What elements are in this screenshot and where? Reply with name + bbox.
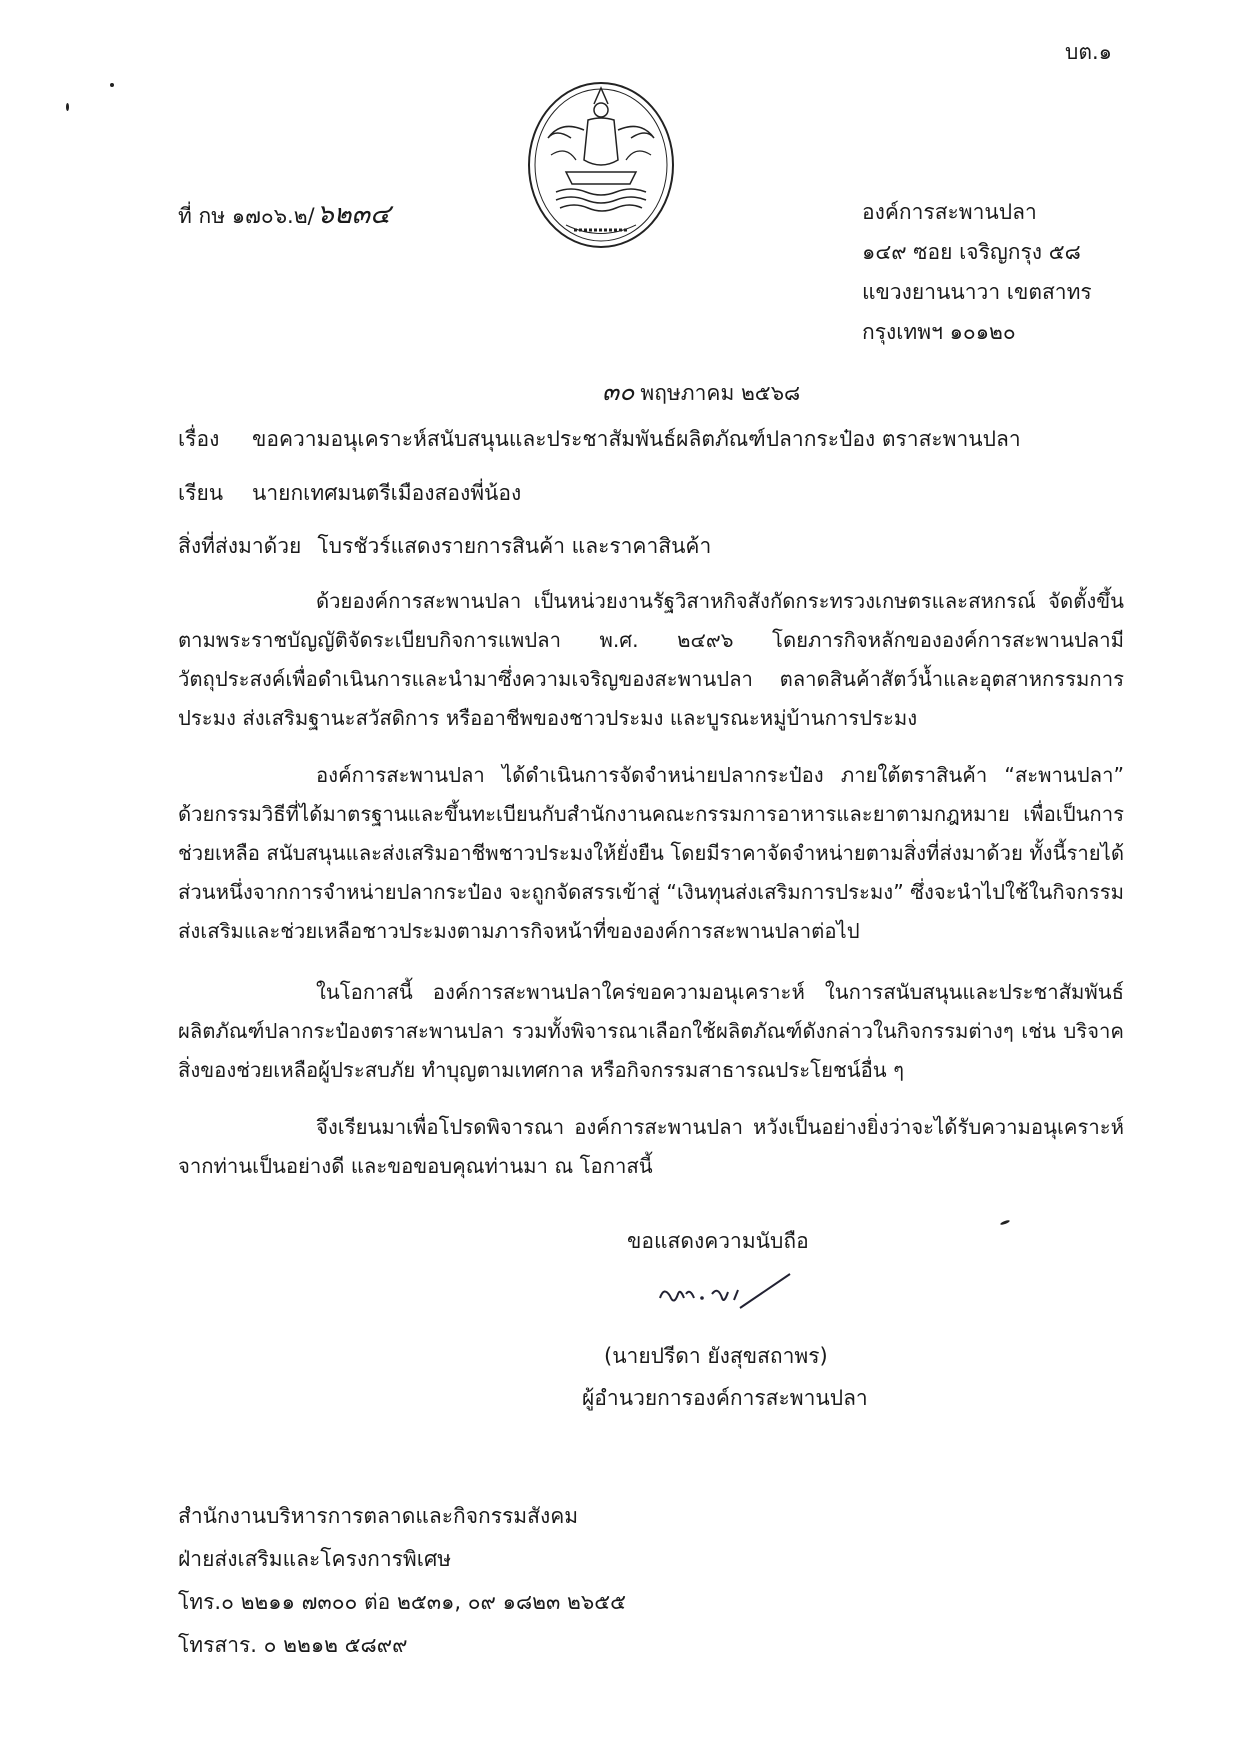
address-line: ๑๔๙ ซอย เจริญกรุง ๕๘	[862, 240, 1081, 264]
footer-line: สำนักงานบริหารการตลาดและกิจกรรมสังคม	[178, 1504, 579, 1528]
letter-date	[602, 372, 800, 412]
body-paragraph	[178, 582, 1124, 738]
footer-line: โทรสาร. ๐ ๒๒๑๒ ๕๘๙๙	[178, 1633, 408, 1657]
contact-footer	[178, 1495, 626, 1667]
subject-label: เรื่อง	[178, 427, 220, 451]
document-number	[178, 192, 390, 235]
handwritten-signature	[650, 1268, 800, 1318]
document-number-prefix: ที่ กษ ๑๗๐๖.๒/	[178, 204, 315, 228]
fish-marketing-organization-seal-icon	[526, 80, 676, 250]
recipient-line	[178, 477, 521, 510]
sender-address	[862, 192, 1092, 352]
closing-phrase: ขอแสดงความนับถือ	[627, 1229, 809, 1253]
document-number-handwritten: ๖๒๓๔	[316, 199, 391, 230]
date-month-year: พฤษภาคม ๒๕๖๘	[640, 381, 801, 405]
footer-line: โทร.๐ ๒๒๑๑ ๗๓๐๐ ต่อ ๒๕๓๑, ๐๙ ๑๘๒๓ ๒๖๕๕	[178, 1590, 626, 1614]
paragraph-text: องค์การสะพานปลา ได้ดำเนินการจัดจำหน่ายปลากระป๋อง ภายใต้ตราสินค้า “สะพานปลา” ด้วยกรรมวิธีที่ได้มาตรฐานและขึ้นทะเบียนกับสำนักงานคณะกรรมการอาหารและยาตามกฎหมาย เพื่อเป็นการช่วยเหลือ สนับสนุนและส่งเสริมอาชีพชาวประมงให้ยั่งยืน โดยมีราคาจัดจำหน่ายตามสิ่งที่ส่งมาด้วย ทั้งนี้รายได้ส่วนหนึ่งจากการจำหน่ายปลากระป๋อง จะถูกจัดสรรเข้าสู่ “เงินทุนส่งเสริมการประมง” ซึ่งจะนำไปใช้ในกิจกรรมส่งเสริมและช่วยเหลือชาวประมงตามภารกิจหน้าที่ขององค์การสะพานปลาต่อไป	[178, 763, 1124, 943]
paragraph-text: ด้วยองค์การสะพานปลา เป็นหน่วยงานรัฐวิสาหกิจสังกัดกระทรวงเกษตรและสหกรณ์ จัดตั้งขึ้นตามพระราชบัญญัติจัดระเบียบกิจการแพปลา พ.ศ. ๒๔๙๖ โดยภารกิจหลักขององค์การสะพานปลามีวัตถุประสงค์เพื่อดำเนินการและนำมาซึ่งความเจริญของสะพานปลา ตลาดสินค้าสัตว์น้ำและอุตสาหกรรมการประมง ส่งเสริมฐานะสวัสดิการ หรืออาชีพของชาวประมง และบูรณะหมู่บ้านการประมง	[178, 589, 1124, 730]
address-line: องค์การสะพานปลา	[862, 200, 1037, 224]
paragraph-text: ในโอกาสนี้ องค์การสะพานปลาใคร่ขอความอนุเคราะห์ ในการสนับสนุนและประชาสัมพันธ์ผลิตภัณฑ์ปลากระป๋องตราสะพานปลา รวมทั้งพิจารณาเลือกใช้ผลิตภัณฑ์ดังกล่าวในกิจกรรมต่างๆ เช่น บริจาคสิ่งของช่วยเหลือผู้ประสบภัย ทำบุญตามเทศกาล หรือกิจกรรมสาธารณประโยชน์อื่น ๆ	[178, 980, 1124, 1082]
enclosure-text: โบรชัวร์แสดงรายการสินค้า และราคาสินค้า	[317, 534, 712, 558]
date-day-handwritten: ๓๐	[602, 377, 635, 406]
enclosure-label: สิ่งที่ส่งมาด้วย	[178, 534, 302, 558]
footer-line: ฝ่ายส่งเสริมและโครงการพิเศษ	[178, 1547, 452, 1571]
recipient-text: นายกเทศมนตรีเมืองสองพี่น้อง	[252, 481, 522, 505]
page-code: บต.๑	[1065, 40, 1112, 64]
subject-line	[178, 423, 1021, 456]
paragraph-text: จึงเรียนมาเพื่อโปรดพิจารณา องค์การสะพานปลา หวังเป็นอย่างยิ่งว่าจะได้รับความอนุเคราะห์จากท่านเป็นอย่างดี และขอขอบคุณท่านมา ณ โอกาสนี้	[178, 1115, 1124, 1178]
subject-text: ขอความอนุเคราะห์สนับสนุนและประชาสัมพันธ์ผลิตภัณฑ์ปลากระป๋อง ตราสะพานปลา	[252, 427, 1021, 451]
signatory-name: (นายปรีดา ยังสุขสถาพร)	[604, 1344, 828, 1368]
body-paragraph	[178, 973, 1124, 1090]
scan-speck	[110, 83, 114, 87]
address-line: แขวงยานนาวา เขตสาทร	[862, 280, 1092, 304]
recipient-label: เรียน	[178, 481, 224, 505]
scan-speck	[1000, 1219, 1010, 1225]
signatory-title: ผู้อำนวยการองค์การสะพานปลา	[582, 1386, 868, 1410]
address-line: กรุงเทพฯ ๑๐๑๒๐	[862, 320, 1016, 344]
body-paragraph	[178, 1108, 1124, 1186]
body-paragraph	[178, 756, 1124, 951]
scan-speck	[66, 103, 69, 111]
enclosure-line	[178, 530, 711, 563]
